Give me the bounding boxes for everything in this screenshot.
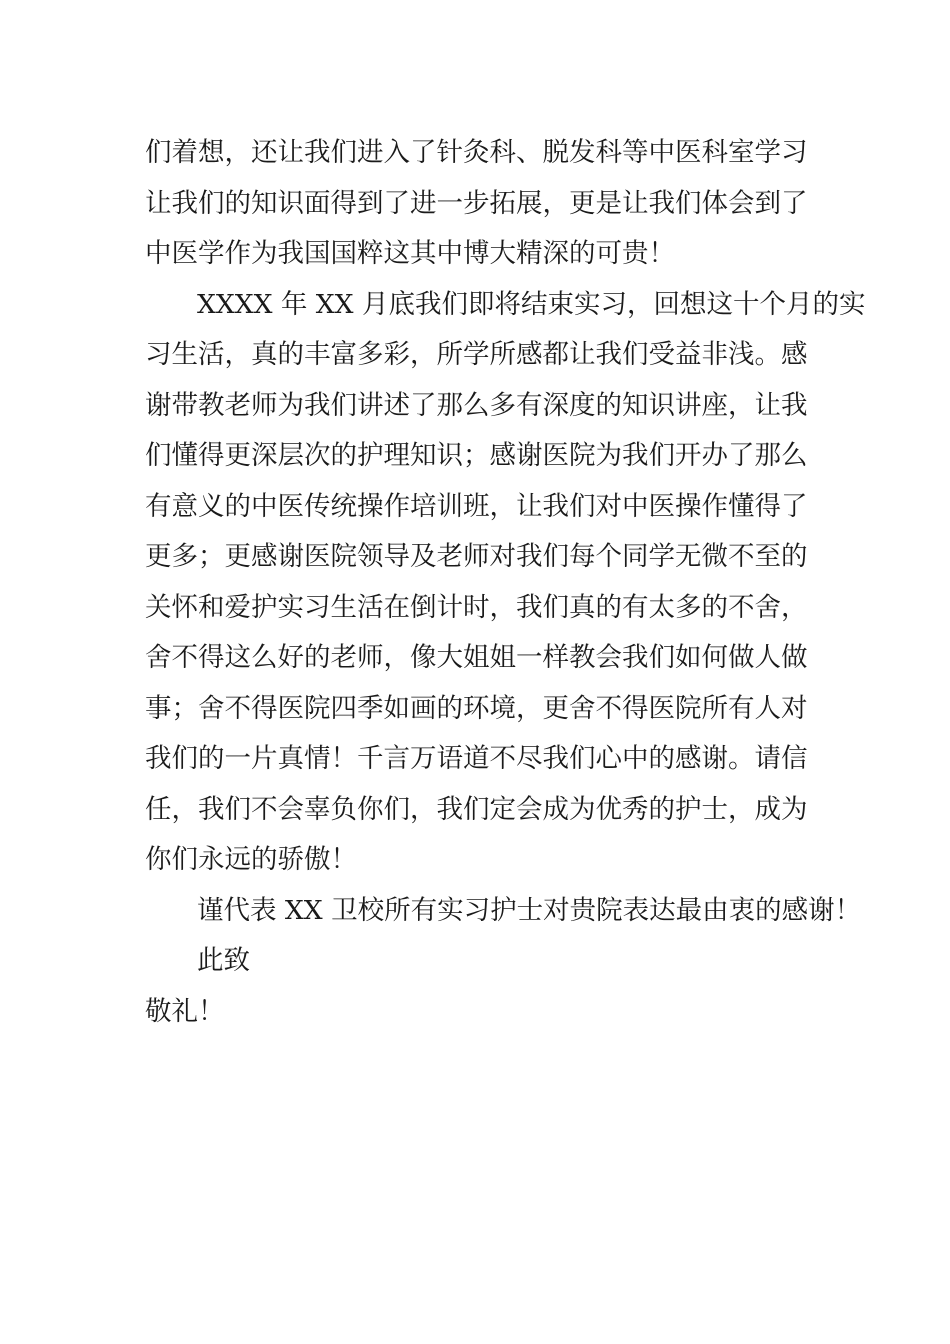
closing-salutation: 此致 <box>197 945 250 976</box>
text-line-9: 更多；更感谢医院领导及老师对我们每个同学无微不至的 <box>145 541 808 572</box>
text-line-7: 们懂得更深层次的护理知识；感谢医院为我们开办了那么 <box>145 440 808 471</box>
text-line-13: 我们的一片真情！千言万语道不尽我们心中的感谢。请信 <box>145 743 808 774</box>
text-line-4: XXXX 年 XX 月底我们即将结束实习，回想这十个月的实 <box>197 288 866 320</box>
text-line-11: 舍不得这么好的老师，像大姐姐一样教会我们如何做人做 <box>145 642 808 673</box>
text-line-15: 你们永远的骄傲！ <box>145 844 357 875</box>
closing-regards: 敬礼！ <box>145 995 225 1027</box>
text-line-2: 让我们的知识面得到了进一步拓展，更是让我们体会到了 <box>145 187 808 219</box>
text-line-10: 关怀和爱护实习生活在倒计时，我们真的有太多的不舍， <box>145 591 808 623</box>
text-line-3: 中医学作为我国国粹这其中博大精深的可贵！ <box>145 238 675 269</box>
text-line-16: 谨代表 XX 卫校所有实习护士对贵院表达最由衷的感谢！ <box>197 894 862 926</box>
text-line-14: 任，我们不会辜负你们，我们定会成为优秀的护士，成为 <box>145 793 808 825</box>
letter-body <box>145 128 866 1037</box>
text-line-8: 有意义的中医传统操作培训班，让我们对中医操作懂得了 <box>145 490 808 522</box>
text-line-6: 谢带教老师为我们讲述了那么多有深度的知识讲座，让我 <box>145 389 808 421</box>
text-line-5: 习生活，真的丰富多彩，所学所感都让我们受益非浅。感 <box>145 339 808 370</box>
text-line-12: 事；舍不得医院四季如画的环境，更舍不得医院所有人对 <box>145 692 808 724</box>
text-line-1: 们着想，还让我们进入了针灸科、脱发科等中医科室学习 <box>145 137 808 168</box>
